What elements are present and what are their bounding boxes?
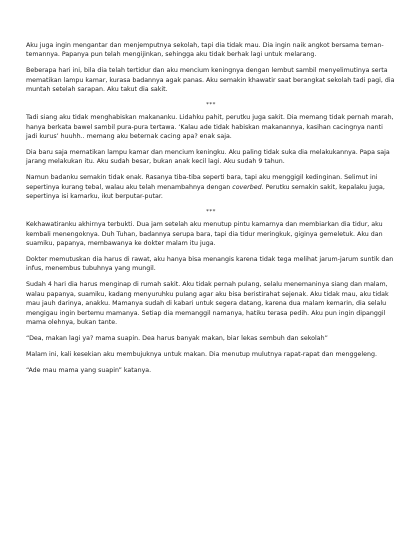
- document-body: [26, 41, 396, 382]
- paragraph: Tadi siang aku tidak menghabiskan makananku. Lidahku pahit, perutku juga sakit. Dia memang tidak pernah marah, hanya berkata bawel sambil pura-pura tertawa. ‘Kalau ade tidak habiskan makanannya, kasihan cacingnya nanti jadi kurus’ huuhh.. memang aku beternak cacing apa? enak saja.: [26, 114, 394, 141]
- paragraph-text: Namun badanku semakin tidak enak. Rasanya tiba-tiba seperti bara, tapi aku menggigil kedinginan. Selimut ini sepertinya kurang tebal, walau aku telah menambahnya dengan: [26, 174, 378, 191]
- paragraph: Malam ini, kali kesekian aku membujuknya untuk makan. Dia menutup mulutnya rapat-rapat dan menggeleng.: [26, 351, 377, 359]
- emphasis-text: coverbed: [232, 183, 262, 191]
- paragraph: “Dea, makan lagi ya? mama suapin. Dea harus banyak makan, biar lekas sembuh dan sekolah”: [26, 335, 328, 343]
- paragraph-text: . Perutku semakin sakit, kepalaku juga, sepertinya isi kamarku, ikut berputar-putar.: [26, 183, 385, 201]
- paragraph: Dia baru saja mematikan lampu kamar dan mencium keningku. Aku paling tidak suka dia melakukannya. Papa saja jarang melakukan itu. Aku sudah besar, bukan anak kecil lagi. Aku sudah 9 tahun.: [26, 149, 390, 166]
- paragraph: “Ade mau mama yang suapin” katanya.: [26, 367, 152, 375]
- paragraph: Kekhawatiranku akhirnya terbukti. Dua jam setelah aku menutup pintu kamarnya dan membiarkan dia tidur, aku kembali menengoknya. Duh Tuhan, badannya serupa bara, tapi dia tidur meringkuk, giginya gemeletuk. Aku dan suamiku, papanya, membawanya ke dokter malam itu juga.: [26, 221, 383, 248]
- paragraph: Beberapa hari ini, bila dia telah tertidur dan aku mencium keningnya dengan lembut sambil menyelimutinya serta mematikan lampu kamar, kurasa badannya agak panas. Aku semakin khawatir saat berangkat sekolah tadi pagi, dia muntah setelah sarapan. Aku takut dia sakit.: [26, 67, 395, 94]
- section-separator: ***: [206, 209, 216, 216]
- paragraph: Sudah 4 hari dia harus menginap di rumah sakit. Aku tidak pernah pulang, selalu menemaninya siang dan malam, walau papanya, suamiku, kadang menyuruhku pulang agar aku bisa beristirahat sejenak. Aku tidak mau, aku tidak mau jauh darinya, anakku. Mamanya sudah di kabari untuk segera datang, karena dua malam kemarin, dia selalu mengigau ingin bertemu mamanya. Setiap dia memanggil namanya, hatiku terasa pedih. Aku pun ingin dipanggil mama olehnya, bukan tante.: [26, 281, 389, 327]
- section-separator: ***: [206, 102, 216, 109]
- paragraph: Dokter memutuskan dia harus di rawat, aku hanya bisa menangis karena tidak tega melihat jarum-jarum suntik dan infus, menembus tubuhnya yang mungil.: [26, 256, 394, 273]
- paragraph: Aku juga ingin mengantar dan menjemputnya sekolah, tapi dia tidak mau. Dia ingin naik angkot bersama teman-temannya. Papanya pun telah mengijinkan, sehingga aku tidak berhak lagi untuk melarang.: [26, 42, 384, 59]
- paragraph: [26, 173, 396, 201]
